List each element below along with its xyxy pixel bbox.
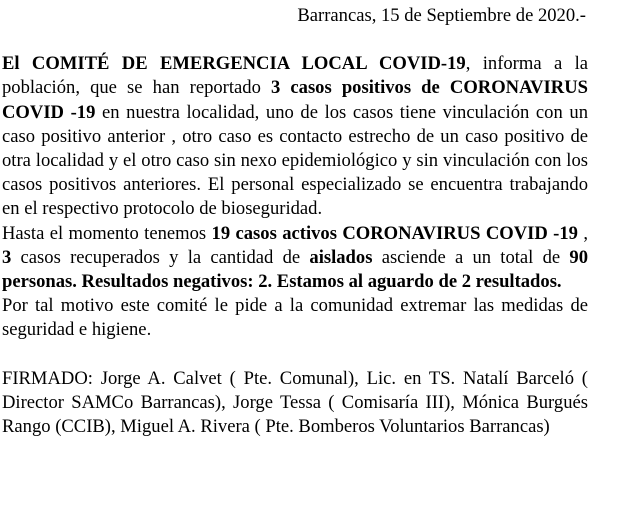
document-body	[2, 4, 588, 439]
committee-name: El COMITÉ DE EMERGENCIA LOCAL COVID-19	[2, 53, 466, 75]
date-line: Barrancas, 15 de Septiembre de 2020.-	[297, 5, 586, 26]
active-cases: 19 casos activos CORONAVIRUS COVID -19	[211, 222, 578, 244]
isolated-label: aislados	[309, 246, 373, 268]
status-text-3: casos recuperados y la cantidad de	[11, 246, 310, 268]
isolated-total-results: 90 personas. Resultados negativos: 2. Estamos al aguardo de 2 resultados.	[2, 246, 588, 293]
paragraph-request: Por tal motivo este comité le pide a la comunidad extremar las medidas de seguridad e higiene.	[2, 295, 588, 341]
positive-cases: 3 casos positivos de CORONAVIRUS COVID -19	[2, 77, 588, 123]
paragraph-status	[2, 222, 588, 295]
recovered-count: 3	[2, 246, 12, 268]
report-text-2: en nuestra localidad, uno de los casos tiene vinculación con un caso positivo anterior , otro caso es contacto estrecho de un caso positivo de otra localidad y el otro caso sin nexo epidemiológico y sin vinculación con los casos positivos anteriores. El personal especializado se encuentra trabajando en el respectivo protocolo de bioseguridad.	[2, 101, 588, 220]
status-text-4: asciende a un total de	[372, 246, 570, 268]
status-text-1: Hasta el momento tenemos	[2, 222, 212, 244]
report-text-1: , informa a la población, que se han reportado	[2, 53, 588, 99]
status-text-2: ,	[577, 222, 589, 244]
signatures: FIRMADO: Jorge A. Calvet ( Pte. Comunal), Lic. en TS. Natalí Barceló ( Director SAMCo Barrancas), Jorge Tessa ( Comisaría III), Mónica Burgués Rango (CCIB), Miguel A. Rivera ( Pte. Bomberos Voluntarios Barrancas)	[2, 367, 588, 438]
paragraph-report	[2, 52, 588, 221]
